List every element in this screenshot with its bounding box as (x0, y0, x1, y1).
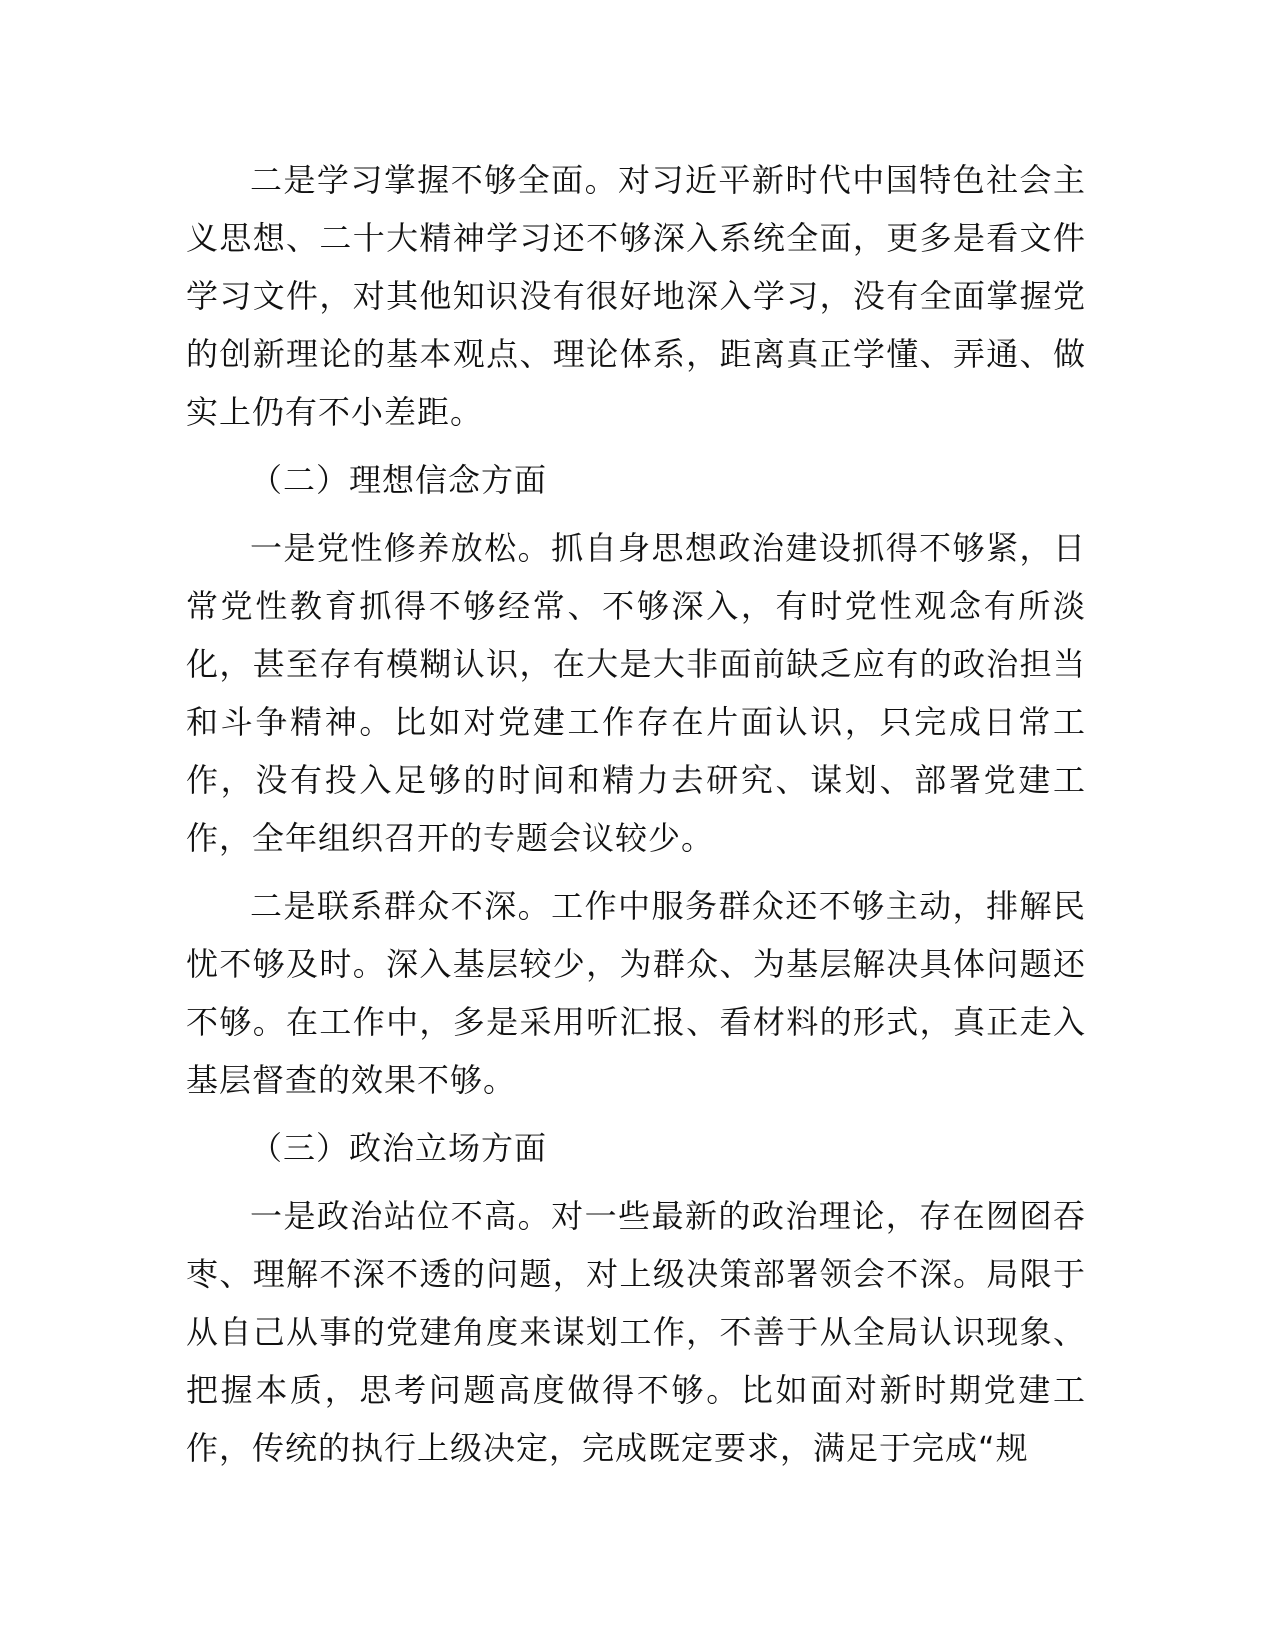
paragraph-study-comprehensive: 二是学习掌握不够全面。对习近平新时代中国特色社会主义思想、二十大精神学习还不够深入系统全面，更多是看文件学习文件，对其他知识没有很好地深入学习，没有全面掌握党的创新理论的基本观点、理论体系，距离真正学懂、弄通、做实上仍有不小差距。 (186, 161, 1086, 431)
paragraph-party-spirit: 一是党性修养放松。抓自身思想政治建设抓得不够紧，日常党性教育抓得不够经常、不够深入，有时党性观念有所淡化，甚至存有模糊认识，在大是大非面前缺乏应有的政治担当和斗争精神。比如对党建工作存在片面认识，只完成日常工作，没有投入足够的时间和精力去研究、谋划、部署党建工作，全年组织召开的专题会议较少。 (186, 529, 1086, 857)
document-page (186, 151, 1086, 1487)
section-heading-political-stance: （三）政治立场方面 (250, 1129, 548, 1167)
section-heading-ideals-beliefs: （二）理想信念方面 (250, 461, 548, 499)
paragraph-political-standing: 一是政治站位不高。对一些最新的政治理论，存在囫囵吞枣、理解不深不透的问题，对上级决策部署领会不深。局限于从自己从事的党建角度来谋划工作，不善于从全局认识现象、把握本质，思考问题高度做得不够。比如面对新时期党建工作，传统的执行上级决定，完成既定要求，满足于完成“规 (186, 1197, 1086, 1467)
paragraph-contact-masses: 二是联系群众不深。工作中服务群众还不够主动，排解民忧不够及时。深入基层较少，为群众、为基层解决具体问题还不够。在工作中，多是采用听汇报、看材料的形式，真正走入基层督查的效果不够。 (186, 887, 1086, 1099)
